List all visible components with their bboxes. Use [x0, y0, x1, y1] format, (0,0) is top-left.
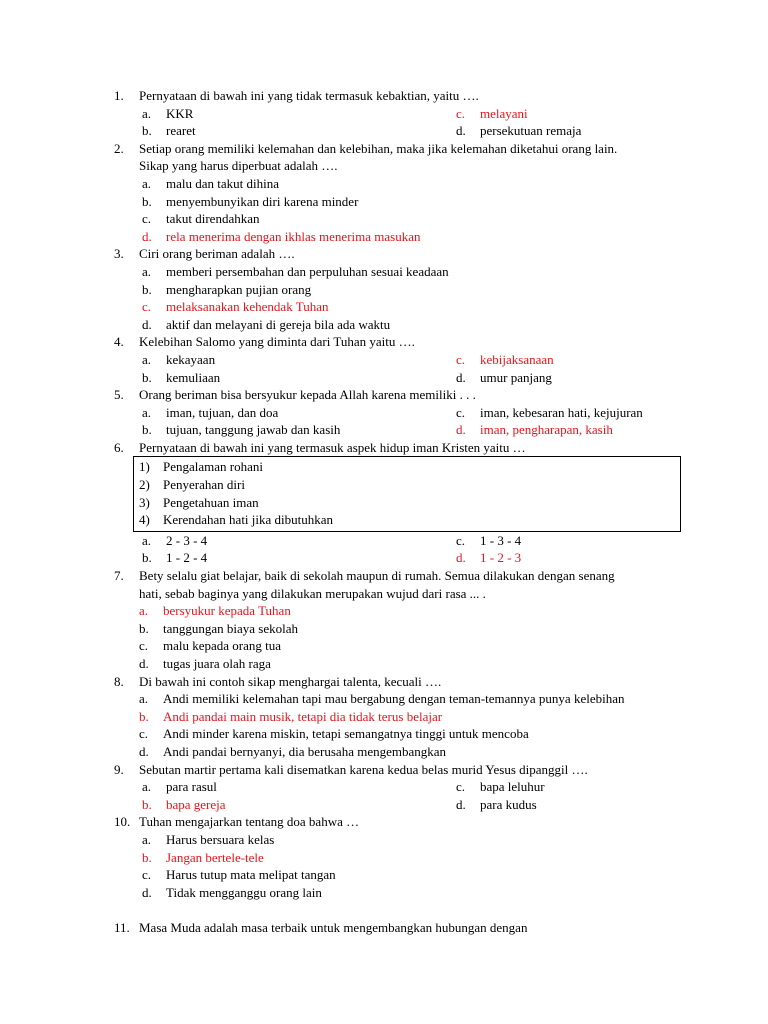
option-text: melaksanakan kehendak Tuhan: [166, 299, 329, 315]
option-a: [0, 831, 768, 849]
option-label: b.: [142, 281, 152, 297]
option-row: [0, 122, 768, 140]
option-row: [0, 421, 768, 439]
option-text: Andi pandai bernyanyi, dia berusaha mengembangkan: [163, 743, 447, 759]
option-text: malu dan takut dihina: [166, 175, 280, 191]
question-row: [0, 87, 768, 105]
question-text: hati, sebab baginya yang dilakukan merupakan wujud dari rasa ... .: [139, 585, 486, 601]
option-text: kebijaksanaan: [480, 351, 554, 367]
option-label: c.: [456, 351, 466, 367]
option-text: tujuan, tanggung jawab dan kasih: [166, 422, 341, 438]
question-text: Ciri orang beriman adalah ….: [139, 246, 295, 262]
option-d: [0, 316, 768, 334]
option-text: melayani: [480, 105, 528, 121]
option-label: d.: [456, 369, 466, 385]
statement-number: 2): [139, 477, 150, 493]
question-row: [0, 140, 768, 158]
question-continuation: [0, 157, 768, 175]
option-text: Harus bersuara kelas: [166, 831, 275, 847]
option-label: d.: [456, 550, 466, 566]
option-a: [0, 175, 768, 193]
statement-item: [134, 476, 680, 494]
option-text: takut direndahkan: [166, 211, 260, 227]
option-text: 1 - 3 - 4: [480, 532, 522, 548]
option-text: 1 - 2 - 3: [480, 550, 522, 566]
spacer: [0, 901, 768, 919]
option-d: [0, 743, 768, 761]
option-d: [0, 228, 768, 246]
option-text: tugas juara olah raga: [163, 656, 271, 671]
question-row: [0, 245, 768, 263]
option-b: [0, 193, 768, 211]
option-label: b.: [142, 849, 152, 865]
question-number: 9.: [114, 761, 124, 777]
option-text: Andi minder karena miskin, tetapi semangatnya tinggi untuk mencoba: [163, 726, 529, 742]
option-label: a.: [142, 263, 152, 279]
option-d: [0, 655, 768, 673]
question-row: [0, 813, 768, 831]
question-text: Pernyataan di bawah ini yang termasuk aspek hidup iman Kristen yaitu …: [139, 439, 526, 455]
statement-number: 3): [139, 494, 150, 510]
option-label: b.: [142, 422, 152, 438]
option-text: menyembunyikan diri karena minder: [166, 193, 359, 209]
option-label: c.: [456, 404, 466, 420]
option-label: d.: [456, 123, 466, 139]
option-row: [0, 778, 768, 796]
option-text: bersyukur kepada Tuhan: [163, 603, 291, 619]
question-row: [0, 439, 768, 457]
option-label: b.: [139, 708, 149, 724]
option-text: bapa leluhur: [480, 779, 545, 795]
option-c: [0, 866, 768, 884]
statement-box: [133, 456, 681, 531]
option-label: b.: [139, 620, 149, 636]
question-number: 4.: [114, 334, 124, 350]
statement-item: [134, 458, 680, 476]
option-text: rela menerima dengan ikhlas menerima masukan: [166, 228, 421, 244]
statement-text: Penyerahan diri: [163, 477, 245, 493]
option-b: [0, 708, 768, 726]
question-text: Sebutan martir pertama kali disematkan karena kedua belas murid Yesus dipanggil ….: [139, 761, 588, 777]
option-text: iman, kebesaran hati, kejujuran: [480, 404, 643, 420]
option-label: b.: [142, 123, 152, 139]
option-label: c.: [456, 532, 466, 548]
question-text: Tuhan mengajarkan tentang doa bahwa …: [139, 814, 360, 830]
option-text: iman, tujuan, dan doa: [166, 404, 279, 420]
option-label: c.: [456, 105, 466, 121]
option-label: c.: [142, 211, 152, 227]
question-row: [0, 386, 768, 404]
option-c: [0, 637, 768, 655]
question-text: Bety selalu giat belajar, baik di sekolah maupun di rumah. Semua dilakukan dengan senang: [139, 568, 615, 584]
option-b: [0, 849, 768, 867]
question-number: 6.: [114, 439, 124, 455]
option-label: b.: [142, 550, 152, 566]
option-label: a.: [139, 691, 149, 707]
option-label: d.: [142, 228, 152, 244]
option-text: mengharapkan pujian orang: [166, 281, 312, 297]
option-label: a.: [142, 351, 152, 367]
question-number: 11.: [114, 919, 130, 935]
question-text: Orang beriman bisa bersyukur kepada Allah karena memiliki . . .: [139, 387, 476, 403]
question-row: [0, 919, 768, 937]
option-row: [0, 404, 768, 422]
option-row: [0, 796, 768, 814]
option-label: c.: [142, 299, 152, 315]
question-row: [0, 761, 768, 779]
option-label: a.: [142, 532, 152, 548]
option-c: [0, 210, 768, 228]
question-number: 3.: [114, 246, 124, 262]
option-text: rearet: [166, 123, 196, 139]
option-label: b.: [142, 193, 152, 209]
option-text: Tidak mengganggu orang lain: [166, 884, 322, 900]
statement-number: 1): [139, 459, 150, 475]
question-row: [0, 333, 768, 351]
option-text: iman, pengharapan, kasih: [480, 422, 613, 438]
option-label: d.: [142, 884, 152, 900]
option-label: c.: [139, 726, 149, 742]
option-text: Jangan bertele-tele: [166, 849, 264, 865]
option-text: Harus tutup mata melipat tangan: [166, 867, 336, 883]
option-label: a.: [142, 105, 152, 121]
question-number: 10.: [114, 814, 131, 830]
question-number: 5.: [114, 387, 124, 403]
question-row: [0, 567, 768, 585]
option-row: [0, 532, 768, 550]
question-text: Pernyataan di bawah ini yang tidak termasuk kebaktian, yaitu ….: [139, 88, 479, 103]
statement-text: Pengetahuan iman: [163, 494, 259, 510]
question-text: Sikap yang harus diperbuat adalah ….: [139, 158, 338, 174]
option-text: bapa gereja: [166, 796, 226, 812]
option-text: Andi pandai main musik, tetapi dia tidak terus belajar: [163, 708, 443, 724]
question-number: 7.: [114, 568, 124, 584]
statement-text: Kerendahan hati jika dibutuhkan: [163, 512, 334, 528]
option-row: [0, 351, 768, 369]
option-label: d.: [142, 316, 152, 332]
option-text: 1 - 2 - 4: [166, 550, 208, 566]
option-text: KKR: [166, 105, 194, 121]
option-label: a.: [142, 404, 152, 420]
option-label: d.: [456, 796, 466, 812]
option-label: d.: [139, 743, 149, 759]
option-label: a.: [142, 779, 152, 795]
option-label: d.: [456, 422, 466, 438]
option-label: c.: [139, 638, 149, 654]
question-text: Masa Muda adalah masa terbaik untuk mengembangkan hubungan dengan: [139, 919, 528, 935]
option-text: tanggungan biaya sekolah: [163, 620, 299, 636]
question-number: 8.: [114, 673, 124, 689]
option-text: para kudus: [480, 796, 537, 812]
option-label: d.: [139, 656, 149, 671]
option-label: a.: [139, 603, 149, 619]
question-text: Kelebihan Salomo yang diminta dari Tuhan yaitu ….: [139, 334, 415, 350]
option-a: [0, 263, 768, 281]
option-text: para rasul: [166, 779, 217, 795]
option-text: umur panjang: [480, 369, 552, 385]
option-label: a.: [142, 175, 152, 191]
option-c: [0, 725, 768, 743]
option-text: kemuliaan: [166, 369, 221, 385]
question-row: [0, 673, 768, 691]
statement-number: 4): [139, 512, 150, 528]
option-row: [0, 369, 768, 387]
option-text: aktif dan melayani di gereja bila ada waktu: [166, 316, 391, 332]
option-label: c.: [456, 779, 466, 795]
option-text: 2 - 3 - 4: [166, 532, 208, 548]
question-number: 2.: [114, 140, 124, 156]
option-b: [0, 620, 768, 638]
option-label: c.: [142, 867, 152, 883]
question-continuation: [0, 585, 768, 603]
statement-text: Pengalaman rohani: [163, 459, 263, 475]
exam-page: [0, 87, 768, 937]
option-text: persekutuan remaja: [480, 123, 582, 139]
option-text: malu kepada orang tua: [163, 638, 282, 654]
option-label: a.: [142, 831, 152, 847]
option-label: b.: [142, 369, 152, 385]
option-a: [0, 690, 768, 708]
option-label: b.: [142, 796, 152, 812]
option-text: kekayaan: [166, 351, 216, 367]
question-number: 1.: [114, 88, 124, 103]
question-text: Setiap orang memiliki kelemahan dan kelebihan, maka jika kelemahan diketahui orang lain.: [139, 140, 618, 156]
statement-item: [134, 511, 680, 529]
option-row: [0, 549, 768, 567]
option-c: [0, 298, 768, 316]
option-row: [0, 105, 768, 123]
option-b: [0, 281, 768, 299]
question-text: Di bawah ini contoh sikap menghargai talenta, kecuali ….: [139, 673, 442, 689]
option-a: [0, 602, 768, 620]
option-text: memberi persembahan dan perpuluhan sesuai keadaan: [166, 263, 449, 279]
option-text: Andi memiliki kelemahan tapi mau bergabung dengan teman-temannya punya kelebihan: [163, 691, 625, 707]
option-d: [0, 884, 768, 902]
statement-item: [134, 494, 680, 512]
